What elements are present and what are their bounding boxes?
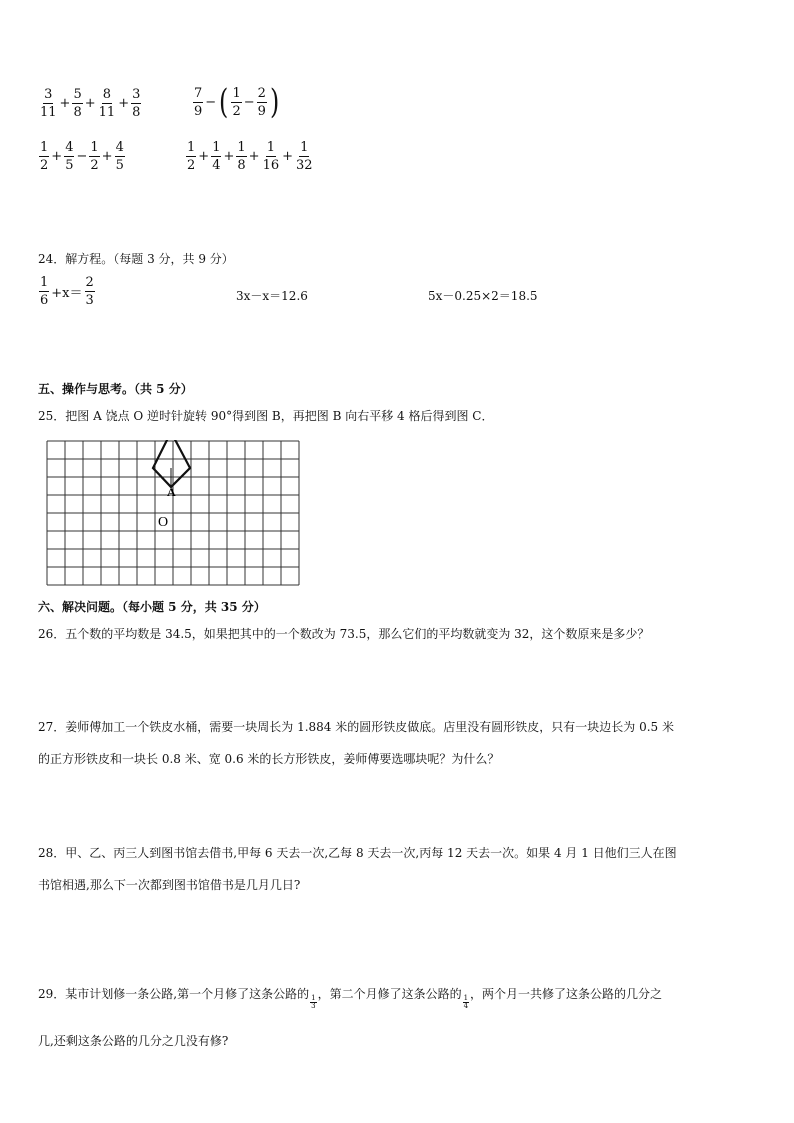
q24-equation-2: 3x－x＝12.6 <box>236 289 308 303</box>
label-o: O <box>158 515 169 530</box>
fraction: $\frac{1}{6}$ <box>40 275 49 308</box>
fraction: $\frac{1}{8}$ <box>237 140 246 173</box>
fraction: $\frac{1}{2}$ <box>40 140 49 173</box>
rotation-grid <box>46 440 300 586</box>
fraction: $\frac{4}{5}$ <box>115 140 124 173</box>
fraction: $\frac{1}{3}$ <box>311 994 316 1010</box>
fraction: $\frac{3}{8}$ <box>132 87 141 120</box>
grid-lines <box>47 441 299 585</box>
fraction: $\frac{2}{3}$ <box>85 275 94 308</box>
q27-line-1: 27．姜师傅加工一个铁皮水桶，需要一块周长为 1.884 米的圆形铁皮做底。店里没有圆形铁皮，只有一块边长为 0.5 米 <box>38 720 674 734</box>
q28-line-1: 28．甲、乙、丙三人到图书馆去借书,甲每 6 天去一次,乙每 8 天去一次,丙每 12 天去一次。如果 4 月 1 日他们三人在图 <box>38 846 677 860</box>
q25-text: 25．把图 A 饶点 O 逆时针旋转 90°得到图 B，再把图 B 向右平移 4 格后得到图 C． <box>38 409 494 423</box>
fraction: $\frac{1}{4}$ <box>463 994 469 1010</box>
q24-equation-3: 5x－0.25×2＝18.5 <box>428 289 538 303</box>
fraction: $\frac{5}{8}$ <box>73 87 82 120</box>
q28-line-2: 书馆相遇,那么下一次都到图书馆借书是几月几日? <box>38 878 301 892</box>
expression-1: $\frac{3}{11}$ + $\frac{5}{8}$ + $\frac{8}{11}$ + $\frac{3}{8}$ <box>40 87 141 120</box>
fraction: $\frac{8}{11}$ <box>98 87 116 120</box>
q24-title: 24．解方程。（每题 3 分，共 9 分） <box>38 252 234 266</box>
section6-title: 六、解决问题。（每小题 5 分，共 35 分） <box>38 600 266 614</box>
left-paren: ( <box>219 82 229 122</box>
q24-equation-1: $\frac{1}{6}$ +x＝ $\frac{2}{3}$ <box>40 275 94 308</box>
fraction: $\frac{1}{2}$ <box>187 140 196 173</box>
fraction: $\frac{1}{16}$ <box>262 140 280 173</box>
expression-2: $\frac{7}{9}$ − ( $\frac{1}{2}$ − $\frac{2}{9}$ ) <box>194 82 280 122</box>
fraction: $\frac{4}{5}$ <box>65 140 74 173</box>
fraction: $\frac{1}{2}$ <box>232 85 241 119</box>
section5-title: 五、操作与思考。（共 5 分） <box>38 382 193 396</box>
fraction: $\frac{1}{4}$ <box>212 140 221 173</box>
q29-line-2: 几,还剩这条公路的几分之几没有修? <box>38 1034 229 1048</box>
fraction: $\frac{3}{11}$ <box>40 87 57 120</box>
expression-3: $\frac{1}{2}$ + $\frac{4}{5}$ − $\frac{1}{2}$ + $\frac{4}{5}$ <box>40 140 124 173</box>
fraction: $\frac{2}{9}$ <box>257 85 266 119</box>
expression-4: $\frac{1}{2}$ + $\frac{1}{4}$ + $\frac{1}{8}$ + $\frac{1}{16}$ + $\frac{1}{32}$ <box>187 140 313 173</box>
label-a: A <box>167 485 176 499</box>
fraction: $\frac{7}{9}$ <box>194 85 203 119</box>
right-paren: ) <box>269 82 280 122</box>
q29-line-1: 29．某市计划修一条公路,第一个月修了这条公路的 $\frac{1}{3}$ ，第二个月修了这条公路的 $\frac{1}{4}$ ，两个月一共修了这条公路的几分之 <box>38 987 663 1010</box>
q27-line-2: 的正方形铁皮和一块长 0.8 米、宽 0.6 米的长方形铁皮，姜师傅要选哪块呢？为什么？ <box>38 752 500 766</box>
q26-text: 26．五个数的平均数是 34.5，如果把其中的一个数改为 73.5，那么它们的平均数就变为 32，这个数原来是多少？ <box>38 627 650 641</box>
fraction: $\frac{1}{2}$ <box>90 140 99 173</box>
fraction: $\frac{1}{32}$ <box>296 140 313 173</box>
